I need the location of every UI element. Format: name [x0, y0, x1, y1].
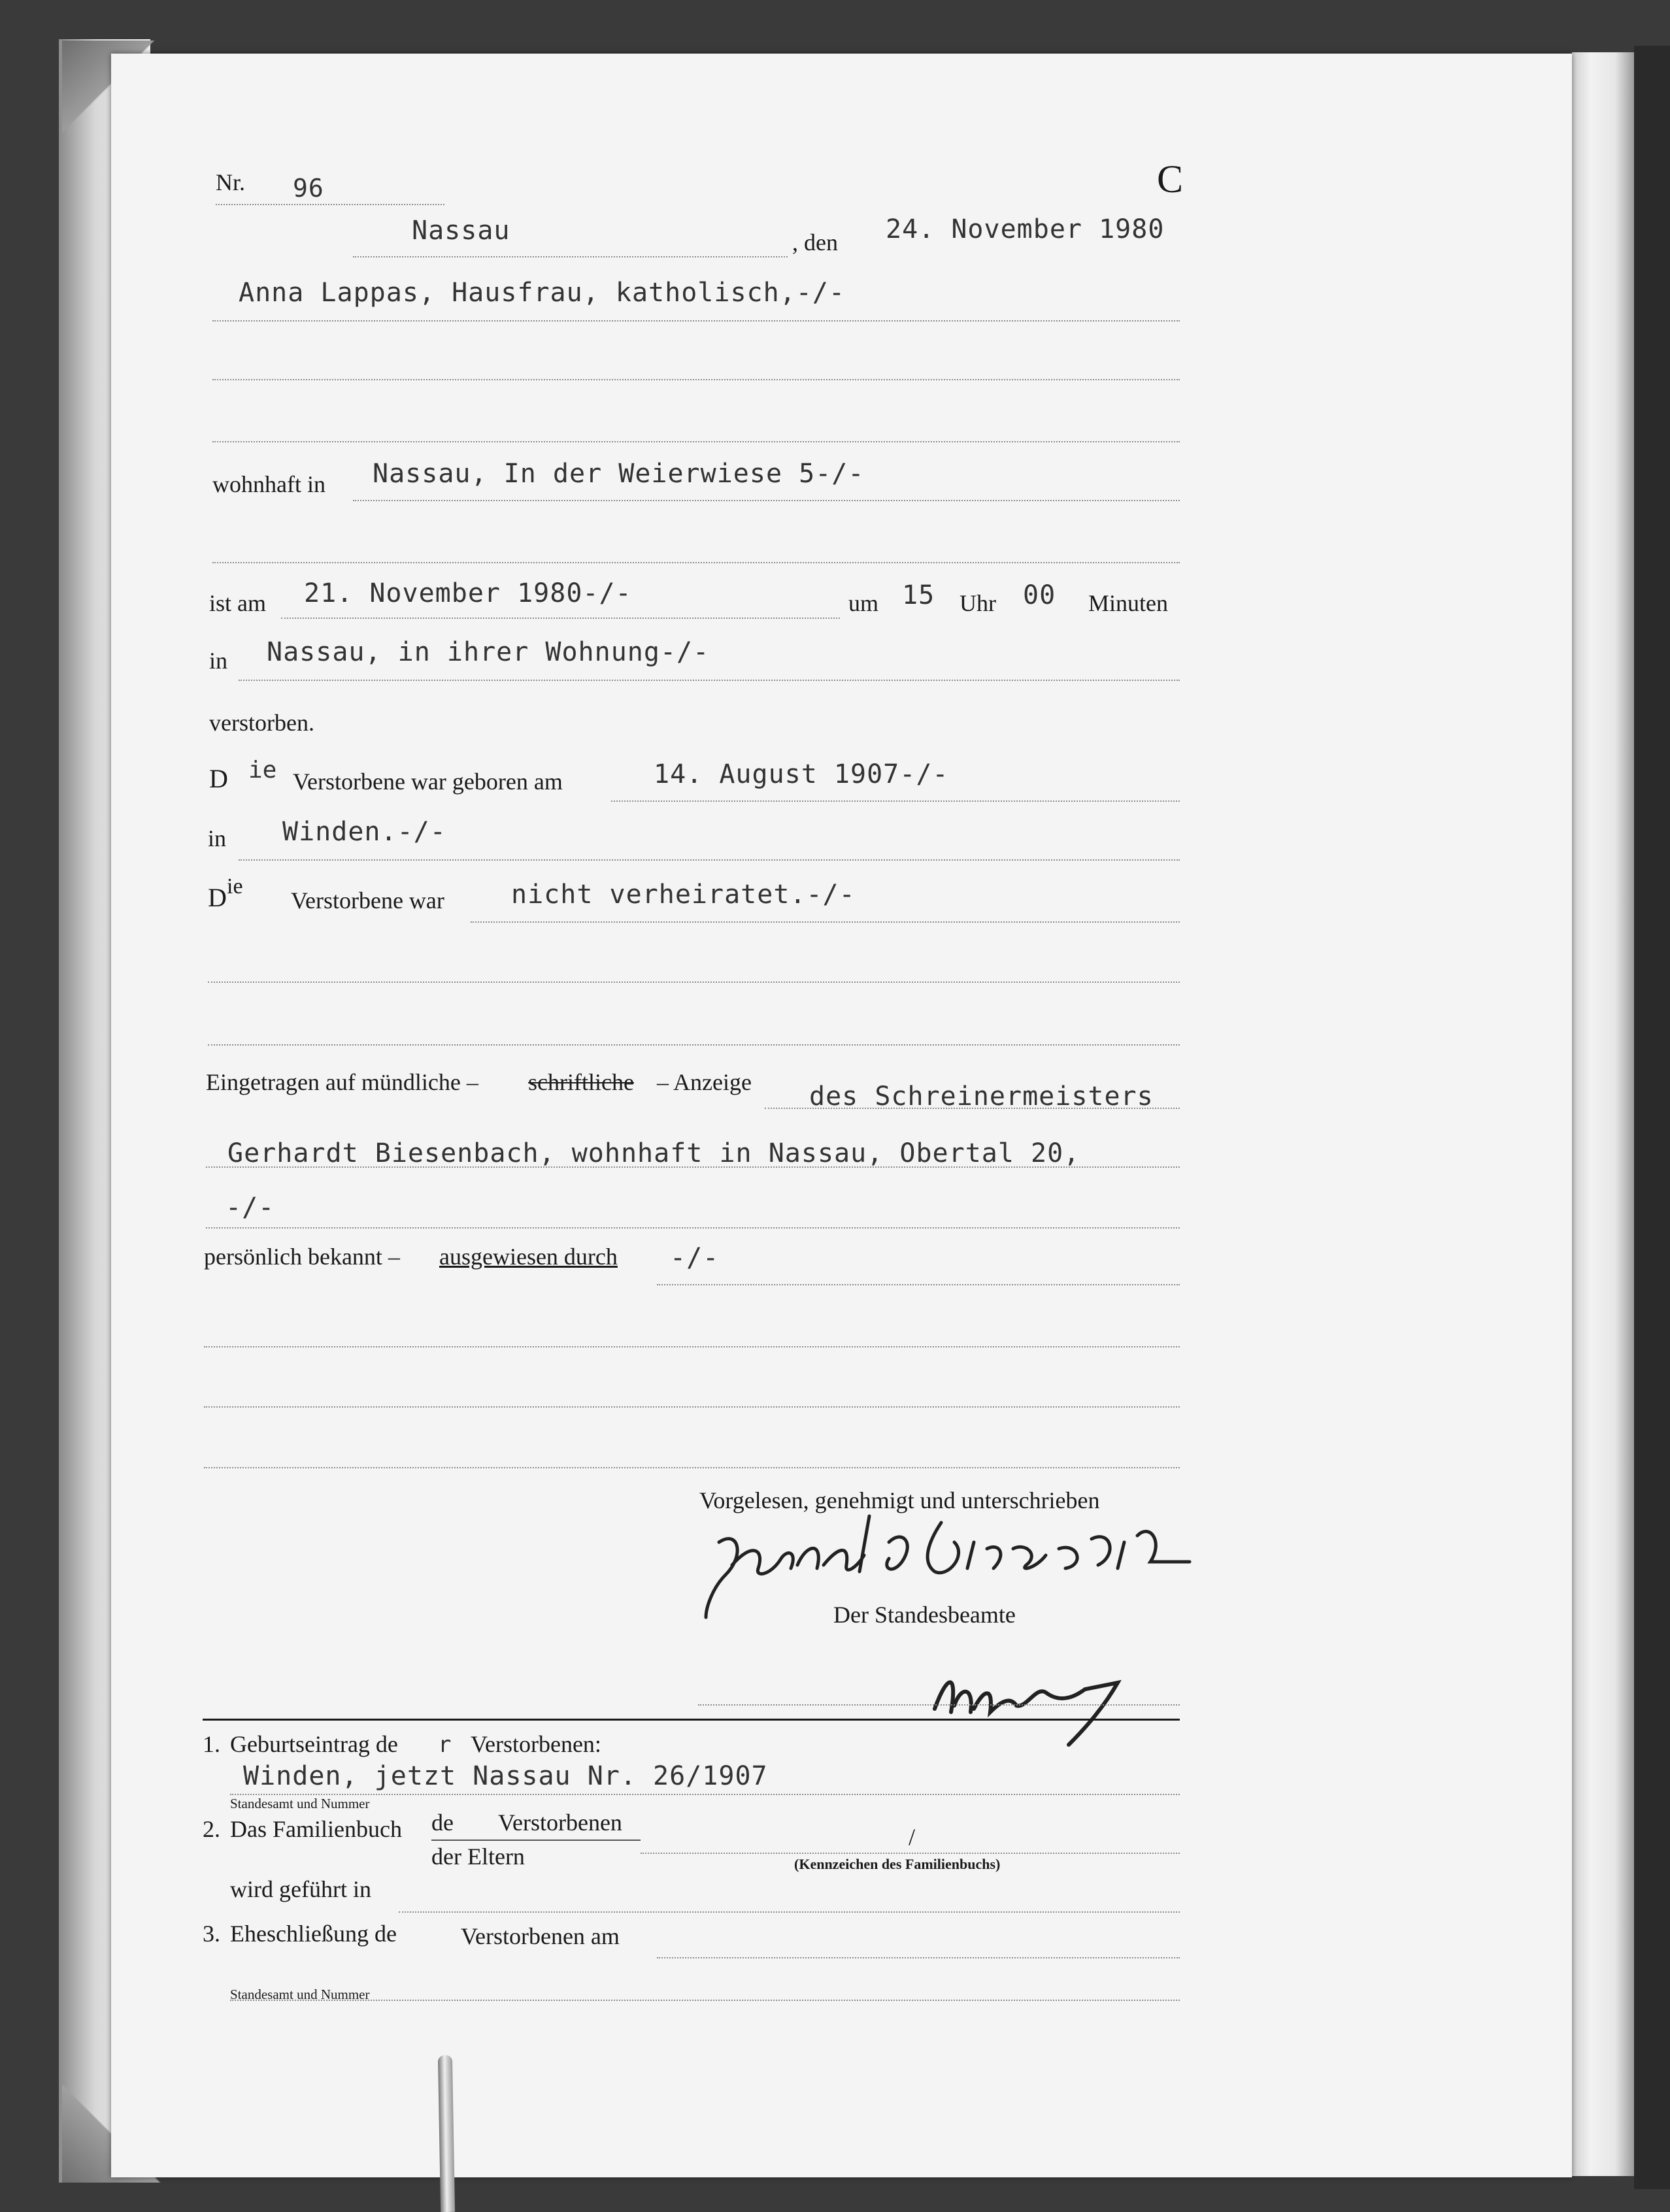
- birth-date-line: [611, 801, 1180, 802]
- death-place-line: [239, 680, 1180, 681]
- birth-entry-end: Verstorbenen:: [471, 1731, 601, 1757]
- nr-line: [216, 204, 444, 205]
- name-line-3: [212, 441, 1180, 442]
- birth-entry-label: Geburtseintrag de: [230, 1731, 398, 1757]
- birth-entry-r: r: [438, 1732, 452, 1758]
- death-hour-value: 15: [902, 580, 935, 610]
- marriage-label: Eheschließung de: [230, 1921, 397, 1947]
- family-book-fraction-line: [431, 1840, 641, 1841]
- death-um-label: um: [848, 590, 879, 616]
- footnote-separator: [203, 1719, 1180, 1721]
- birth-place-line: [239, 859, 1180, 861]
- family-book-eltern: der Eltern: [431, 1843, 525, 1870]
- birth-date-value: 14. August 1907-/-: [654, 759, 949, 789]
- birth-entry-line: [230, 1794, 1180, 1795]
- read-approved-label: Vorgelesen, genehmigt und unterschrieben: [699, 1487, 1100, 1513]
- birth-entry-value: Winden, jetzt Nassau Nr. 26/1907: [243, 1761, 768, 1791]
- family-book-slash: /: [909, 1824, 916, 1850]
- person-name-line: Anna Lappas, Hausfrau, katholisch,-/-: [239, 278, 846, 308]
- gefuehrt-label: wird geführt in: [230, 1876, 371, 1902]
- standesamt-label-1: Standesamt und Nummer: [230, 1796, 370, 1811]
- marital-d-prefix: D: [208, 883, 227, 912]
- marriage-place-line: [230, 2000, 1180, 2001]
- place-value: Nassau: [412, 216, 510, 246]
- name-line-1: [212, 320, 1180, 322]
- death-place-value: Nassau, in ihrer Wohnung-/-: [267, 637, 710, 667]
- marriage-date-line: [657, 1957, 1180, 1958]
- residence-value: Nassau, In der Weierwiese 5-/-: [373, 459, 865, 489]
- birth-d-suffix: ie: [248, 757, 277, 784]
- death-minuten-label: Minuten: [1088, 590, 1168, 616]
- residence-label: wohnhaft in: [212, 471, 326, 497]
- footnote-2-number: 2.: [203, 1816, 220, 1842]
- gefuehrt-line: [399, 1911, 1180, 1913]
- page-right-edge: [1572, 52, 1634, 2176]
- blank-line-3: [204, 1467, 1180, 1468]
- footnote-3-number: 3.: [203, 1921, 220, 1947]
- nr-value: 96: [293, 174, 324, 203]
- known-label: persönlich bekannt –: [204, 1244, 400, 1270]
- pen-icon: [438, 2055, 455, 2212]
- registrar-signature-icon: [922, 1647, 1137, 1751]
- registration-label-struck: schriftliche: [528, 1069, 634, 1095]
- informant-line-3-rule: [206, 1227, 1180, 1229]
- residence-line: [353, 500, 1180, 501]
- family-book-kennzeichen: (Kennzeichen des Familienbuchs): [794, 1856, 1001, 1872]
- informant-line-2-rule: [206, 1166, 1180, 1168]
- registrar-line: [698, 1704, 1180, 1706]
- standesamt-label-2: Standesamt und Nummer: [230, 1987, 370, 2002]
- date-value: 24. November 1980: [886, 214, 1165, 244]
- birth-place-value: Winden.-/-: [282, 817, 446, 847]
- family-book-de: de: [431, 1809, 454, 1836]
- registration-label-end: – Anzeige: [657, 1069, 752, 1095]
- informant-line-1: des Schreinermeisters: [809, 1081, 1154, 1112]
- death-date-label: ist am: [209, 590, 266, 616]
- registration-label-start: Eingetragen auf mündliche –: [206, 1069, 478, 1095]
- name-line-2: [212, 379, 1180, 380]
- marriage-end: Verstorbenen am: [461, 1923, 620, 1949]
- death-place-label: in: [209, 648, 228, 674]
- birth-label: Verstorbene war geboren am: [293, 768, 563, 795]
- marital-value: nicht verheiratet.-/-: [511, 880, 856, 910]
- known-struck: ausgewiesen durch: [439, 1244, 618, 1270]
- registrar-label: Der Standesbeamte: [833, 1602, 1016, 1628]
- family-book-label: Das Familienbuch: [230, 1816, 402, 1842]
- place-line: [353, 256, 788, 257]
- known-line: [657, 1284, 1180, 1285]
- death-minute-value: 00: [1023, 580, 1056, 610]
- den-label: , den: [792, 229, 838, 256]
- marital-line: [471, 921, 1180, 923]
- verstorben-label: verstorben.: [209, 710, 314, 736]
- known-value: -/-: [670, 1243, 720, 1273]
- death-date-line: [281, 618, 840, 619]
- book-spine: [1634, 46, 1670, 2189]
- marital-label: Verstorbene war: [291, 887, 444, 914]
- residence-line-2: [212, 562, 1180, 563]
- form-letter: C: [1157, 157, 1184, 201]
- death-uhr-label: Uhr: [960, 590, 996, 616]
- family-book-line: [641, 1853, 1180, 1854]
- informant-line-3: -/-: [225, 1193, 275, 1223]
- blank-line-2: [204, 1406, 1180, 1408]
- nr-label: Nr.: [216, 169, 245, 195]
- family-book-verstorbenen: Verstorbenen: [498, 1809, 622, 1836]
- informant-line-1-rule: [765, 1108, 1180, 1109]
- footnote-1-number: 1.: [203, 1731, 220, 1757]
- birth-d-prefix: D: [209, 764, 228, 793]
- marital-line-3: [208, 1044, 1180, 1046]
- blank-line-1: [204, 1346, 1180, 1347]
- death-date-value: 21. November 1980-/-: [304, 578, 632, 608]
- marital-line-2: [208, 982, 1180, 983]
- marital-d-suffix: ie: [227, 874, 243, 899]
- informant-line-2: Gerhardt Biesenbach, wohnhaft in Nassau, Obertal 20,: [227, 1138, 1080, 1168]
- birth-place-label: in: [208, 825, 227, 851]
